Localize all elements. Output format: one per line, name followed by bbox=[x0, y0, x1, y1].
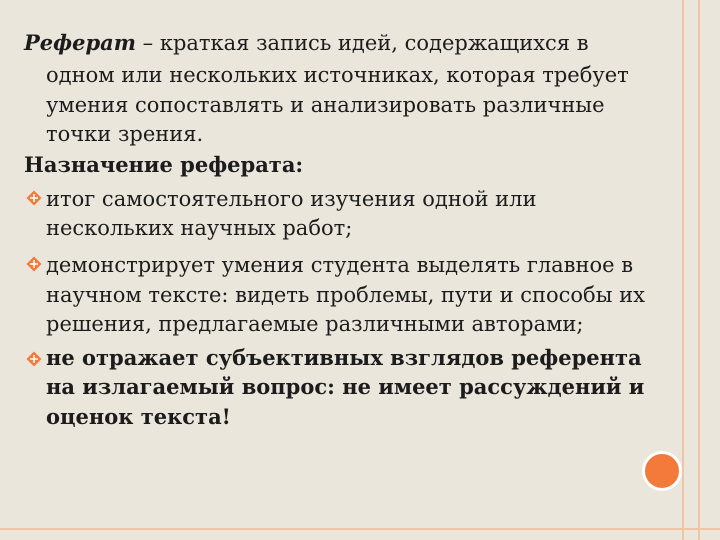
definition-line-2: одном или нескольких источниках, которая требует bbox=[46, 63, 629, 87]
definition-term: Реферат bbox=[24, 30, 136, 55]
decorative-orange-circle bbox=[642, 451, 682, 491]
bullet-3-line-2: на излагаемый вопрос: не имеет рассуждений и bbox=[46, 374, 645, 399]
definition-line-3: умения сопоставлять и анализировать различные bbox=[46, 93, 605, 117]
definition-line-1 bbox=[24, 29, 589, 57]
decorative-vertical-rule bbox=[698, 0, 700, 540]
definition-line-4: точки зрения. bbox=[46, 122, 204, 146]
purpose-heading: Назначение реферата: bbox=[24, 152, 304, 177]
decorative-vertical-rule bbox=[682, 0, 684, 540]
bullet-2-line-1: демонстрирует умения студента выделять главное в bbox=[46, 253, 634, 277]
bullet-2-line-3: решения, предлагаемые различными авторами; bbox=[46, 312, 584, 336]
bullet-1-line-1: итог самостоятельного изучения одной или bbox=[46, 187, 537, 211]
orange-diamond-cross-icon bbox=[26, 190, 42, 206]
bullet-2-line-2: научном тексте: видеть проблемы, пути и способы их bbox=[46, 283, 645, 307]
bullet-3-line-1: не отражает субъективных взглядов референта bbox=[46, 345, 642, 370]
orange-diamond-cross-icon bbox=[26, 256, 42, 272]
definition-text: – краткая запись идей, содержащихся в bbox=[135, 31, 589, 55]
orange-diamond-cross-icon bbox=[26, 351, 42, 367]
bullet-1-line-2: нескольких научных работ; bbox=[46, 216, 353, 240]
bullet-3-line-3: оценок текста! bbox=[46, 404, 231, 429]
decorative-horizontal-rule bbox=[0, 528, 720, 530]
